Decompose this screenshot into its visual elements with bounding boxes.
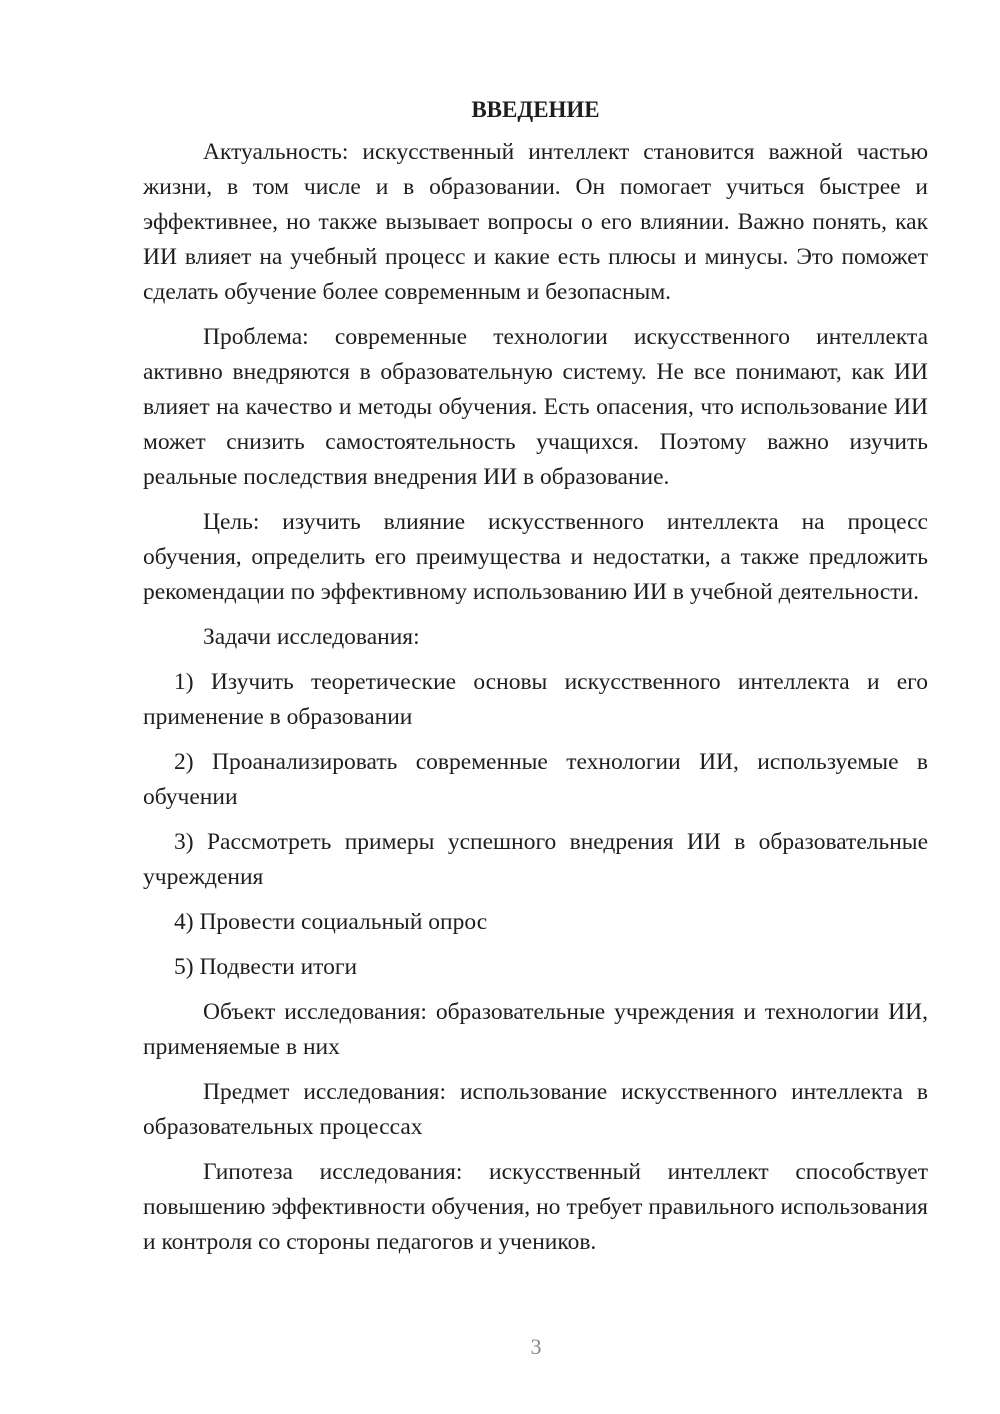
paragraph-object: Объект исследования: образовательные учреждения и технологии ИИ, применяемые в них <box>143 999 928 1060</box>
paragraph-subject: Предмет исследования: использование искусственного интеллекта в образовательных процессах <box>143 1079 928 1140</box>
task-item: 5) Подвести итоги <box>174 954 358 980</box>
task-item: 1) Изучить теоретические основы искусственного интеллекта и его применение в образовании <box>143 669 928 730</box>
task-item: 2) Проанализировать современные технологии ИИ, используемые в обучении <box>143 749 928 810</box>
task-item: 4) Провести социальный опрос <box>174 909 488 935</box>
paragraph-goal: Цель: изучить влияние искусственного интеллекта на процесс обучения, определить его преимущества и недостатки, а также предложить рекомендации по эффективному использованию ИИ в учебной деятельности. <box>143 509 928 605</box>
tasks-heading: Задачи исследования: <box>203 624 420 650</box>
task-item: 3) Рассмотреть примеры успешного внедрения ИИ в образовательные учреждения <box>143 829 928 890</box>
paragraph-hypothesis: Гипотеза исследования: искусственный интеллект способствует повышению эффективности обучения, но требует правильного использования и контроля со стороны педагогов и учеников. <box>143 1159 928 1255</box>
paragraph-problem: Проблема: современные технологии искусственного интеллекта активно внедряются в образовательную систему. Не все понимают, как ИИ влияет на качество и методы обучения. Есть опасения, что использование ИИ может снизить самостоятельность учащихся. Поэтому важно изучить реальные последствия внедрения ИИ в образование. <box>143 324 928 490</box>
paragraph-relevance: Актуальность: искусственный интеллект становится важной частью жизни, в том числе и в образовании. Он помогает учиться быстрее и эффективнее, но также вызывает вопросы о его влиянии. Важно понять, как ИИ влияет на учебный процесс и какие есть плюсы и минусы. Это поможет сделать обучение более современным и безопасным. <box>143 139 928 305</box>
page-number: 3 <box>530 1334 542 1359</box>
section-title: ВВЕДЕНИЕ <box>471 97 600 122</box>
page-content <box>143 92 928 1270</box>
